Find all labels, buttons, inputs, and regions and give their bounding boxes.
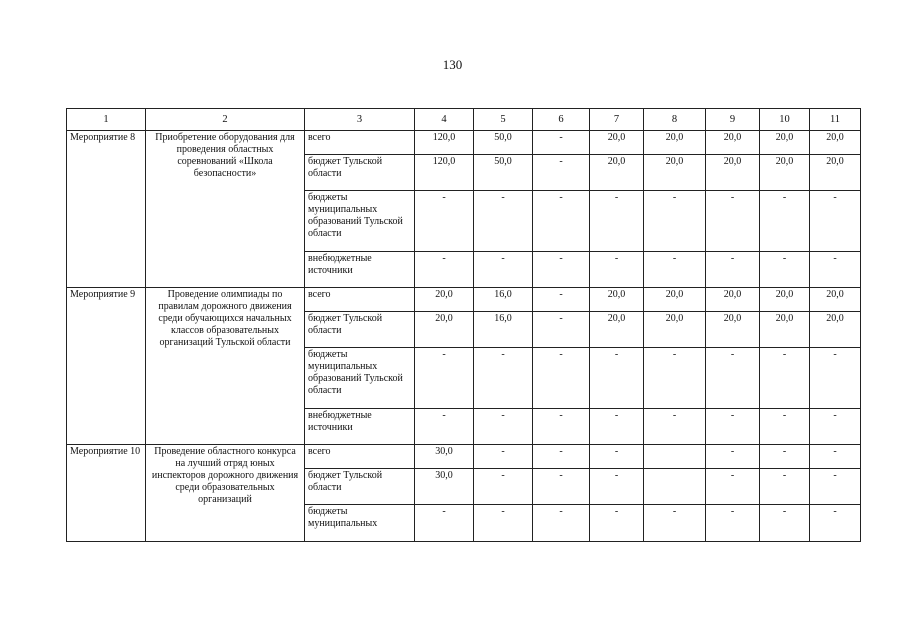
value-cell: - xyxy=(644,191,706,252)
funding-source: всего xyxy=(305,131,415,155)
value-cell: 20,0 xyxy=(644,288,706,312)
table-row xyxy=(67,131,861,155)
header-cell: 5 xyxy=(474,109,533,131)
value-cell: - xyxy=(590,252,644,288)
header-cell: 3 xyxy=(305,109,415,131)
value-cell: - xyxy=(706,252,760,288)
funding-source: всего xyxy=(305,445,415,469)
header-cell: 11 xyxy=(810,109,861,131)
value-cell: - xyxy=(474,409,533,445)
value-cell: - xyxy=(474,505,533,542)
value-cell: 20,0 xyxy=(590,131,644,155)
value-cell: - xyxy=(760,469,810,505)
value-cell: 20,0 xyxy=(706,312,760,348)
value-cell: - xyxy=(760,445,810,469)
value-cell: 20,0 xyxy=(810,155,861,191)
page-number: 130 xyxy=(442,57,463,72)
value-cell: 20,0 xyxy=(590,288,644,312)
value-cell: - xyxy=(533,288,590,312)
funding-source: внебюджетные источники xyxy=(305,252,415,288)
header-cell: 2 xyxy=(146,109,305,131)
value-cell: 20,0 xyxy=(810,288,861,312)
table-row xyxy=(67,445,861,469)
value-cell: 20,0 xyxy=(810,312,861,348)
value-cell: - xyxy=(474,469,533,505)
value-cell: - xyxy=(533,131,590,155)
measure-name: Мероприятие 8 xyxy=(67,131,146,288)
value-cell xyxy=(644,445,706,469)
value-cell: - xyxy=(590,445,644,469)
value-cell: - xyxy=(810,505,861,542)
value-cell: 20,0 xyxy=(810,131,861,155)
funding-source: бюджеты муниципальных xyxy=(305,505,415,542)
value-cell: - xyxy=(533,409,590,445)
value-cell: 120,0 xyxy=(415,155,474,191)
value-cell: 20,0 xyxy=(706,131,760,155)
value-cell: - xyxy=(810,348,861,409)
value-cell: - xyxy=(590,505,644,542)
value-cell: - xyxy=(644,252,706,288)
value-cell: - xyxy=(590,348,644,409)
value-cell: - xyxy=(533,191,590,252)
value-cell: - xyxy=(706,348,760,409)
measure-description: Приобретение оборудования для проведения областных соревнований «Школа безопасности» xyxy=(146,131,305,288)
value-cell: - xyxy=(706,409,760,445)
value-cell xyxy=(644,469,706,505)
value-cell: - xyxy=(706,469,760,505)
value-cell: 30,0 xyxy=(415,445,474,469)
value-cell: 20,0 xyxy=(706,288,760,312)
value-cell: 16,0 xyxy=(474,312,533,348)
value-cell: - xyxy=(706,445,760,469)
value-cell: - xyxy=(533,252,590,288)
value-cell: - xyxy=(474,348,533,409)
value-cell: - xyxy=(810,252,861,288)
value-cell: - xyxy=(644,348,706,409)
value-cell: - xyxy=(810,469,861,505)
measure-description: Проведение областного конкурса на лучший отряд юных инспекторов дорожного движения среди образовательных организаций xyxy=(146,445,305,542)
value-cell: - xyxy=(760,252,810,288)
funding-source: бюджет Тульской области xyxy=(305,312,415,348)
value-cell: 120,0 xyxy=(415,131,474,155)
value-cell: - xyxy=(760,191,810,252)
value-cell: - xyxy=(644,409,706,445)
value-cell: - xyxy=(415,505,474,542)
value-cell: 20,0 xyxy=(760,288,810,312)
value-cell: - xyxy=(810,409,861,445)
measure-description: Проведение олимпиады по правилам дорожного движения среди обучающихся начальных классов образовательных организаций Тульской области xyxy=(146,288,305,445)
header-cell: 7 xyxy=(590,109,644,131)
value-cell: - xyxy=(415,409,474,445)
value-cell: 50,0 xyxy=(474,131,533,155)
measure-name: Мероприятие 10 xyxy=(67,445,146,542)
value-cell: - xyxy=(810,445,861,469)
value-cell: 20,0 xyxy=(590,312,644,348)
value-cell: - xyxy=(474,252,533,288)
table-row xyxy=(67,288,861,312)
table-body xyxy=(67,131,861,542)
value-cell: - xyxy=(644,505,706,542)
value-cell: 50,0 xyxy=(474,155,533,191)
budget-table xyxy=(66,108,861,542)
funding-source: бюджет Тульской области xyxy=(305,155,415,191)
value-cell: - xyxy=(533,348,590,409)
value-cell: 20,0 xyxy=(760,312,810,348)
value-cell: - xyxy=(474,445,533,469)
value-cell: 20,0 xyxy=(644,131,706,155)
header-cell: 8 xyxy=(644,109,706,131)
value-cell: - xyxy=(533,505,590,542)
header-cell: 1 xyxy=(67,109,146,131)
value-cell: 20,0 xyxy=(760,131,810,155)
value-cell: 20,0 xyxy=(590,155,644,191)
value-cell: 20,0 xyxy=(760,155,810,191)
value-cell: - xyxy=(415,348,474,409)
value-cell: - xyxy=(706,191,760,252)
value-cell: - xyxy=(590,469,644,505)
value-cell: - xyxy=(590,409,644,445)
measure-name: Мероприятие 9 xyxy=(67,288,146,445)
value-cell: - xyxy=(590,191,644,252)
value-cell: - xyxy=(415,191,474,252)
value-cell: - xyxy=(760,348,810,409)
value-cell: 20,0 xyxy=(644,312,706,348)
header-cell: 6 xyxy=(533,109,590,131)
value-cell: 20,0 xyxy=(415,312,474,348)
funding-source: бюджеты муниципальных образований Тульской области xyxy=(305,191,415,252)
funding-source: внебюджетные источники xyxy=(305,409,415,445)
value-cell: - xyxy=(533,469,590,505)
value-cell: - xyxy=(760,505,810,542)
value-cell: 30,0 xyxy=(415,469,474,505)
funding-source: бюджет Тульской области xyxy=(305,469,415,505)
value-cell: - xyxy=(533,445,590,469)
value-cell: 20,0 xyxy=(706,155,760,191)
value-cell: - xyxy=(760,409,810,445)
value-cell: - xyxy=(533,312,590,348)
value-cell: 20,0 xyxy=(644,155,706,191)
value-cell: 16,0 xyxy=(474,288,533,312)
value-cell: - xyxy=(533,155,590,191)
value-cell: - xyxy=(706,505,760,542)
funding-source: бюджеты муниципальных образований Тульской области xyxy=(305,348,415,409)
header-cell: 10 xyxy=(760,109,810,131)
funding-source: всего xyxy=(305,288,415,312)
value-cell: 20,0 xyxy=(415,288,474,312)
header-cell: 9 xyxy=(706,109,760,131)
value-cell: - xyxy=(415,252,474,288)
header-cell: 4 xyxy=(415,109,474,131)
header-row xyxy=(67,109,861,131)
value-cell: - xyxy=(810,191,861,252)
value-cell: - xyxy=(474,191,533,252)
